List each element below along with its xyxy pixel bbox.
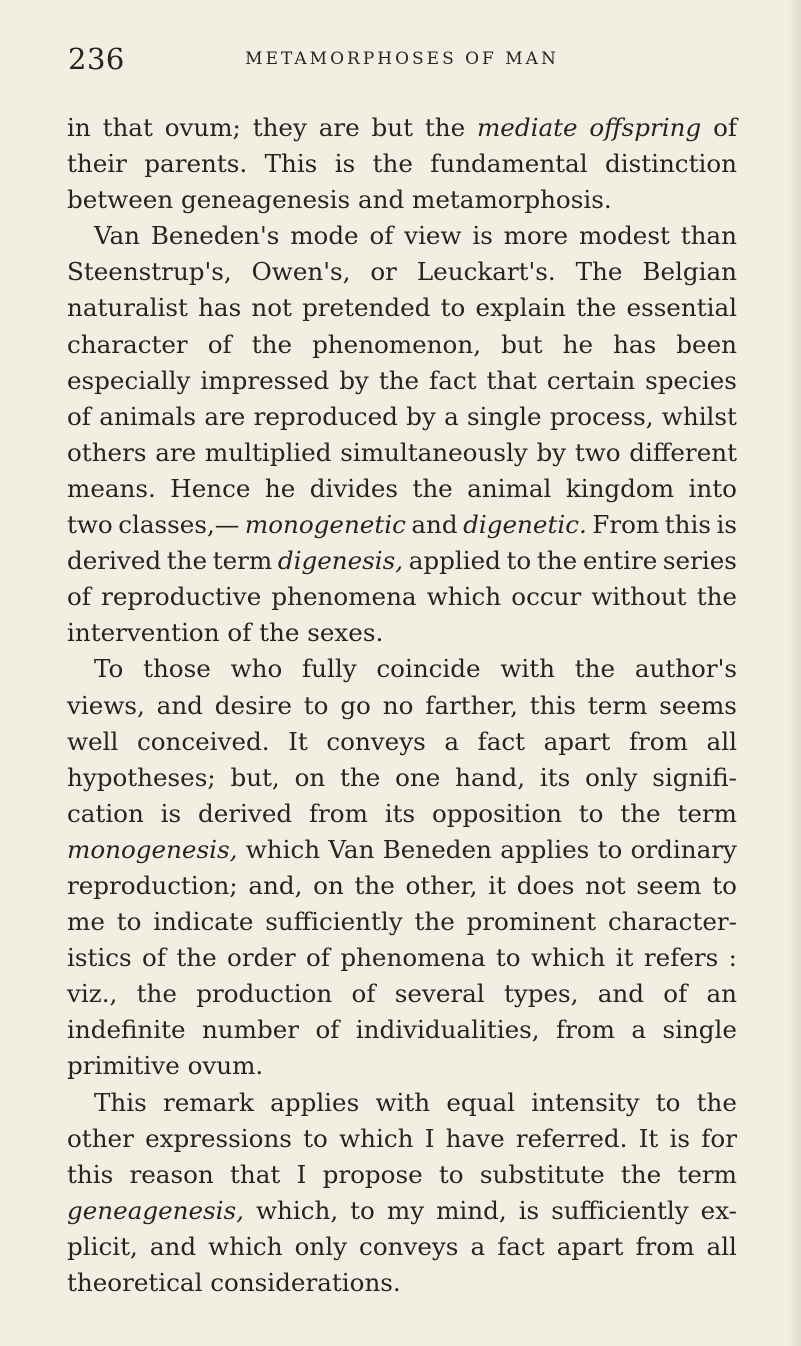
word: cation bbox=[67, 798, 144, 828]
word: fact bbox=[429, 365, 477, 395]
word: not bbox=[251, 293, 292, 323]
word: Belgian bbox=[642, 257, 737, 287]
word: author's bbox=[634, 654, 737, 684]
text-line bbox=[67, 796, 737, 832]
word: process, bbox=[549, 401, 654, 431]
word: The bbox=[575, 257, 623, 287]
word: conveys bbox=[359, 1231, 459, 1261]
word: to bbox=[655, 1087, 681, 1117]
word: intensity bbox=[531, 1087, 640, 1117]
word: which bbox=[426, 582, 502, 612]
word: no bbox=[382, 690, 414, 720]
text-line bbox=[67, 1229, 737, 1265]
word: that bbox=[230, 1159, 281, 1189]
word: means. bbox=[67, 473, 156, 503]
word: their bbox=[67, 149, 127, 179]
word: types, bbox=[503, 979, 579, 1009]
word: by bbox=[406, 401, 436, 431]
word: is bbox=[518, 1195, 540, 1225]
text-line bbox=[67, 976, 737, 1012]
word: phenomena bbox=[271, 582, 417, 612]
word: classes,— bbox=[118, 510, 240, 540]
word: applied bbox=[408, 546, 501, 576]
word: term bbox=[677, 798, 737, 828]
word: a bbox=[470, 1231, 486, 1261]
text-line bbox=[67, 940, 737, 976]
word: but bbox=[371, 113, 413, 142]
text-line bbox=[67, 579, 737, 615]
word: and bbox=[411, 510, 458, 540]
word: mind, bbox=[436, 1195, 507, 1225]
word: by bbox=[536, 437, 567, 467]
word: by bbox=[339, 365, 369, 395]
text-line bbox=[67, 1265, 737, 1301]
word: the bbox=[166, 546, 208, 576]
word: phenomenon, bbox=[312, 329, 482, 359]
text-line bbox=[67, 1193, 737, 1229]
word: indicate bbox=[153, 907, 254, 937]
word: animals bbox=[99, 401, 197, 431]
word: animal bbox=[467, 473, 552, 503]
word: is bbox=[669, 1123, 691, 1153]
word: To bbox=[94, 654, 124, 684]
word: this bbox=[529, 690, 576, 720]
word: term bbox=[677, 1159, 737, 1189]
word: the bbox=[696, 582, 737, 612]
word: the bbox=[620, 798, 661, 828]
word: been bbox=[676, 329, 737, 359]
word: only bbox=[585, 762, 638, 792]
word: the bbox=[574, 654, 616, 684]
word: derived bbox=[67, 546, 162, 576]
text-line bbox=[67, 399, 737, 435]
word: single bbox=[662, 1015, 737, 1045]
word: essential bbox=[626, 293, 737, 323]
word: simultaneously bbox=[340, 437, 528, 467]
word: which bbox=[245, 834, 321, 864]
word: me bbox=[67, 907, 105, 937]
word: those bbox=[143, 654, 211, 684]
word: this bbox=[664, 510, 711, 540]
word: and, bbox=[248, 870, 303, 900]
word: mode bbox=[290, 221, 359, 251]
text-line bbox=[67, 1157, 737, 1193]
word: from bbox=[635, 1231, 695, 1261]
word: the bbox=[620, 1159, 662, 1189]
text-line bbox=[67, 507, 737, 543]
word: certain bbox=[546, 365, 636, 395]
word: into bbox=[688, 473, 737, 503]
word: I bbox=[296, 1159, 307, 1189]
word: Steenstrup's, bbox=[67, 257, 232, 287]
word: reproduced bbox=[253, 401, 398, 431]
word: hand, bbox=[455, 762, 526, 792]
word: It bbox=[638, 1123, 659, 1153]
word: the bbox=[696, 1087, 737, 1117]
text-segment: theoretical considerations. bbox=[67, 1268, 401, 1297]
word: seem bbox=[636, 870, 702, 900]
word: fundamental bbox=[430, 149, 588, 179]
word: have bbox=[445, 1123, 505, 1153]
word: viz., bbox=[67, 979, 118, 1009]
word: order bbox=[227, 943, 296, 973]
word: kingdom bbox=[565, 473, 675, 503]
text-segment: intervention of the sexes. bbox=[67, 618, 384, 648]
word: it bbox=[488, 870, 506, 900]
word: he bbox=[264, 473, 296, 503]
word: referred. bbox=[515, 1123, 628, 1153]
text-line bbox=[67, 182, 737, 218]
word: the bbox=[354, 870, 395, 900]
word: derived bbox=[198, 798, 293, 828]
word: substitute bbox=[479, 1159, 605, 1189]
word: than bbox=[680, 221, 737, 251]
word: Hence bbox=[170, 473, 251, 503]
word: distinction bbox=[604, 149, 737, 179]
word: impressed bbox=[200, 365, 330, 395]
text-line bbox=[67, 760, 737, 796]
text-line bbox=[67, 146, 737, 182]
word: species bbox=[645, 365, 737, 395]
word: who bbox=[230, 654, 283, 684]
word: a bbox=[631, 1015, 647, 1045]
word: is bbox=[472, 221, 493, 251]
word: has bbox=[198, 293, 242, 323]
word: term bbox=[587, 690, 648, 720]
word: the bbox=[576, 293, 617, 323]
text-line bbox=[67, 724, 737, 760]
running-head: METAMORPHOSES OF MAN bbox=[245, 49, 559, 69]
word: all bbox=[706, 726, 737, 756]
word: character- bbox=[607, 907, 737, 937]
word: that bbox=[486, 365, 537, 395]
word: naturalist bbox=[67, 293, 188, 323]
word: well bbox=[67, 726, 119, 756]
word: entire bbox=[582, 546, 658, 576]
word: ex- bbox=[700, 1195, 737, 1225]
word: its bbox=[539, 762, 571, 792]
word: prominent bbox=[466, 907, 597, 937]
word: the bbox=[414, 907, 455, 937]
word: This bbox=[94, 1087, 147, 1117]
word: istics bbox=[67, 943, 132, 973]
word: which bbox=[208, 1231, 283, 1261]
body-text bbox=[67, 110, 737, 1301]
text-segment: primitive ovum. bbox=[67, 1051, 264, 1081]
word: from bbox=[628, 726, 688, 756]
word: fact bbox=[497, 1231, 545, 1261]
word: of bbox=[207, 329, 232, 359]
word: applies bbox=[270, 1087, 360, 1117]
word: to bbox=[712, 870, 737, 900]
word: two bbox=[574, 437, 621, 467]
word: conveys bbox=[326, 726, 426, 756]
text-line bbox=[67, 1048, 737, 1084]
word: different bbox=[629, 437, 737, 467]
word: of bbox=[67, 401, 91, 431]
word: opposition bbox=[431, 798, 562, 828]
word: sufficiently bbox=[265, 907, 403, 937]
word: whilst bbox=[661, 401, 737, 431]
word: views, bbox=[67, 690, 145, 720]
word: to bbox=[350, 1195, 375, 1225]
word: of bbox=[369, 221, 394, 251]
word: to bbox=[438, 1159, 464, 1189]
word: the bbox=[412, 473, 453, 503]
word: conceived. bbox=[136, 726, 270, 756]
word: the bbox=[251, 329, 292, 359]
word: seems bbox=[659, 690, 737, 720]
word: coincide bbox=[376, 654, 481, 684]
word: This bbox=[264, 149, 318, 179]
word: Beneden bbox=[382, 834, 492, 864]
word: individualities, bbox=[355, 1015, 540, 1045]
word: are bbox=[155, 437, 197, 467]
word: hypotheses; bbox=[67, 762, 216, 792]
word: its bbox=[384, 798, 416, 828]
word: on bbox=[313, 870, 344, 900]
word: It bbox=[288, 726, 308, 756]
word: other, bbox=[405, 870, 478, 900]
text-line bbox=[67, 290, 737, 326]
word: Van bbox=[328, 834, 375, 864]
word: to bbox=[116, 907, 142, 937]
word: of bbox=[142, 943, 166, 973]
word: : bbox=[728, 943, 737, 973]
word: especially bbox=[67, 365, 191, 395]
word: not bbox=[585, 870, 626, 900]
word: From bbox=[592, 510, 660, 540]
word: but, bbox=[230, 762, 280, 792]
word: the bbox=[424, 113, 466, 142]
word: he bbox=[562, 329, 594, 359]
word: from bbox=[555, 1015, 615, 1045]
text-line bbox=[67, 651, 737, 687]
word: are bbox=[204, 401, 246, 431]
word: equal bbox=[446, 1087, 516, 1117]
word: occur bbox=[511, 582, 582, 612]
word: are bbox=[318, 113, 360, 142]
word: only bbox=[294, 1231, 347, 1261]
word: apart bbox=[556, 1231, 624, 1261]
text-line bbox=[67, 363, 737, 399]
word: mediate bbox=[476, 113, 578, 142]
text-line bbox=[67, 110, 737, 146]
word: remark bbox=[162, 1087, 254, 1117]
text-line bbox=[67, 327, 737, 363]
word: fully bbox=[302, 654, 357, 684]
word: modest bbox=[578, 221, 670, 251]
word: ovum; bbox=[164, 113, 241, 142]
word: two bbox=[67, 510, 113, 540]
word: Van bbox=[94, 221, 141, 251]
word: to bbox=[597, 834, 623, 864]
word: they bbox=[252, 113, 307, 142]
word: to bbox=[506, 546, 532, 576]
text-line bbox=[67, 435, 737, 471]
word: the bbox=[340, 762, 381, 792]
word: reproduction; bbox=[67, 870, 238, 900]
word: reason bbox=[129, 1159, 214, 1189]
word: monogenetic bbox=[244, 510, 406, 540]
word: parents. bbox=[144, 149, 248, 179]
text-line bbox=[67, 904, 737, 940]
word: farther, bbox=[425, 690, 518, 720]
word: ordinary bbox=[630, 834, 737, 864]
word: signifi- bbox=[652, 762, 737, 792]
word: to bbox=[440, 293, 466, 323]
word: to bbox=[495, 943, 521, 973]
word: monogenesis, bbox=[67, 834, 238, 864]
word: of bbox=[315, 1015, 340, 1045]
word: which bbox=[531, 943, 606, 973]
word: it bbox=[615, 943, 634, 973]
word: and bbox=[149, 1231, 197, 1261]
word: all bbox=[706, 1231, 737, 1261]
word: and bbox=[597, 979, 644, 1009]
text-line bbox=[67, 868, 737, 904]
word: of bbox=[663, 979, 688, 1009]
word: that bbox=[102, 113, 153, 142]
word: and bbox=[156, 690, 203, 720]
word: to bbox=[578, 798, 604, 828]
word: plicit, bbox=[67, 1231, 138, 1261]
word: reproductive bbox=[101, 582, 262, 612]
text-line bbox=[67, 832, 737, 868]
word: go bbox=[340, 690, 371, 720]
text-line bbox=[67, 1085, 737, 1121]
text-line bbox=[67, 543, 737, 579]
text-line bbox=[67, 615, 737, 651]
word: multiplied bbox=[204, 437, 332, 467]
word: refers bbox=[643, 943, 719, 973]
word: more bbox=[503, 221, 569, 251]
word: view bbox=[404, 221, 462, 251]
word: to bbox=[303, 690, 329, 720]
word: fact bbox=[477, 726, 526, 756]
text-line bbox=[67, 254, 737, 290]
word: I bbox=[424, 1123, 435, 1153]
word: series bbox=[662, 546, 737, 576]
word: of bbox=[351, 979, 376, 1009]
word: applies bbox=[500, 834, 590, 864]
word: is bbox=[716, 510, 737, 540]
word: single bbox=[467, 401, 542, 431]
word: the bbox=[176, 943, 217, 973]
word: with bbox=[500, 654, 556, 684]
word: number bbox=[201, 1015, 300, 1045]
text-segment: between geneagenesis and metamorphosis. bbox=[67, 185, 612, 215]
word: of bbox=[306, 943, 330, 973]
word: with bbox=[375, 1087, 431, 1117]
word: on bbox=[294, 762, 326, 792]
word: Owen's, bbox=[251, 257, 351, 287]
word: the bbox=[378, 365, 420, 395]
word: without bbox=[591, 582, 687, 612]
word: propose bbox=[322, 1159, 423, 1189]
word: has bbox=[613, 329, 657, 359]
text-line bbox=[67, 1121, 737, 1157]
word: Leuckart's. bbox=[416, 257, 556, 287]
word: is bbox=[160, 798, 182, 828]
text-line bbox=[67, 471, 737, 507]
word: the bbox=[136, 979, 177, 1009]
word: a bbox=[444, 401, 459, 431]
word: one bbox=[395, 762, 441, 792]
word: digenesis, bbox=[277, 546, 404, 576]
text-line bbox=[67, 1012, 737, 1048]
word: production bbox=[196, 979, 333, 1009]
text-line bbox=[67, 218, 737, 254]
word: digenetic. bbox=[463, 510, 587, 540]
word: geneagenesis, bbox=[67, 1195, 244, 1225]
word: explain bbox=[475, 293, 566, 323]
word: divides bbox=[309, 473, 399, 503]
word: pretended bbox=[302, 293, 431, 323]
word: but bbox=[501, 329, 543, 359]
word: character bbox=[67, 329, 188, 359]
word: the bbox=[372, 149, 413, 179]
word: phenomena bbox=[340, 943, 486, 973]
word: of bbox=[713, 113, 737, 142]
word: several bbox=[394, 979, 485, 1009]
word: Beneden's bbox=[150, 221, 280, 251]
word: an bbox=[706, 979, 737, 1009]
word: is bbox=[334, 149, 356, 179]
word: indefinite bbox=[67, 1015, 186, 1045]
word: a bbox=[444, 726, 460, 756]
word: sufficiently bbox=[551, 1195, 689, 1225]
word: my bbox=[386, 1195, 425, 1225]
word: apart bbox=[543, 726, 611, 756]
word: term bbox=[212, 546, 273, 576]
word: other bbox=[67, 1123, 134, 1153]
word: expressions bbox=[145, 1123, 292, 1153]
word: which, bbox=[255, 1195, 339, 1225]
word: to bbox=[303, 1123, 328, 1153]
word: for bbox=[701, 1123, 737, 1153]
word: or bbox=[370, 257, 397, 287]
word: of bbox=[67, 582, 91, 612]
text-line bbox=[67, 688, 737, 724]
page-edge-shadow bbox=[787, 0, 801, 1346]
word: from bbox=[308, 798, 368, 828]
page-header bbox=[68, 42, 736, 82]
word: does bbox=[516, 870, 575, 900]
word: the bbox=[536, 546, 578, 576]
word: others bbox=[67, 437, 147, 467]
word: in bbox=[67, 113, 91, 142]
page-number: 236 bbox=[68, 42, 125, 76]
word: desire bbox=[214, 690, 292, 720]
word: offspring bbox=[589, 113, 702, 142]
word: which bbox=[339, 1123, 414, 1153]
word: this bbox=[67, 1159, 114, 1189]
